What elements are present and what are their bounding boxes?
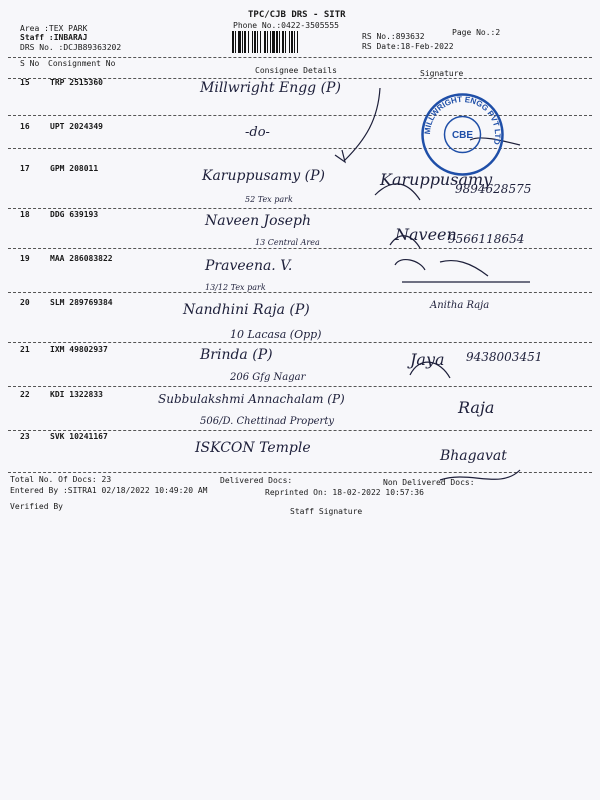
row-sno: 15 bbox=[20, 78, 30, 87]
row-consignment: UPT 2024349 bbox=[50, 122, 103, 131]
handwritten-address: 506/D. Chettinad Property bbox=[200, 416, 334, 427]
col-consignee: Consignee Details bbox=[255, 66, 337, 75]
handwritten-name: Naveen Joseph bbox=[205, 213, 312, 229]
non-delivered-docs: Non Delivered Docs: bbox=[383, 478, 475, 487]
phone-handwritten: 9438003451 bbox=[466, 350, 543, 364]
row-consignment: MAA 286083822 bbox=[50, 254, 113, 263]
row-consignment: TRP 2515360 bbox=[50, 78, 103, 87]
handwritten-name: -do- bbox=[245, 125, 270, 140]
handwritten-name: Millwright Engg (P) bbox=[200, 80, 341, 96]
handwritten-address: 13/12 Tex park bbox=[205, 283, 266, 292]
stamp-center-text: CBE bbox=[451, 130, 474, 141]
signature: Anitha Raja bbox=[430, 300, 490, 311]
drs-number: DRS No. :DCJB89363202 bbox=[20, 43, 122, 52]
company-stamp bbox=[420, 92, 505, 177]
row-consignment: SVK 10241167 bbox=[50, 432, 108, 441]
handwritten-address: 13 Central Area bbox=[255, 238, 320, 247]
page-number: Page No.:2 bbox=[452, 28, 501, 37]
entered-by: Entered By :SITRA1 02/18/2022 10:49:20 AM bbox=[10, 486, 208, 495]
handwritten-name: Brinda (P) bbox=[200, 347, 273, 363]
phone-handwritten: 9894628575 bbox=[455, 182, 532, 196]
rs-date: RS Date:18-Feb-2022 bbox=[362, 42, 454, 51]
row-sno: 23 bbox=[20, 432, 30, 441]
handwritten-name: Praveena. V. bbox=[205, 258, 293, 274]
handwritten-address: 52 Tex park bbox=[245, 195, 293, 204]
reprinted-on: Reprinted On: 18-02-2022 10:57:36 bbox=[265, 488, 424, 497]
handwritten-name: Karuppusamy (P) bbox=[202, 168, 325, 184]
row-sno: 22 bbox=[20, 390, 30, 399]
handwritten-address: 206 Gfg Nagar bbox=[230, 372, 306, 383]
staff-signature: Staff Signature bbox=[290, 507, 363, 516]
delivered-docs: Delivered Docs: bbox=[220, 476, 293, 485]
row-sno: 17 bbox=[20, 164, 30, 173]
handwritten-address: 10 Lacasa (Opp) bbox=[230, 328, 322, 341]
signature: Raja bbox=[458, 398, 495, 417]
col-sno: S No bbox=[20, 59, 40, 68]
handwritten-name: Subbulakshmi Annachalam (P) bbox=[158, 392, 345, 406]
row-sno: 19 bbox=[20, 254, 30, 263]
col-signature: Signature bbox=[420, 69, 464, 78]
phone-handwritten: 9566118654 bbox=[448, 232, 525, 246]
row-consignment: IXM 49802937 bbox=[50, 345, 108, 354]
row-sno: 16 bbox=[20, 122, 30, 131]
signature: Bhagavat bbox=[440, 448, 507, 464]
phone-number: Phone No.:0422-3505555 bbox=[233, 21, 339, 30]
row-sno: 20 bbox=[20, 298, 30, 307]
signature: Karuppusamy bbox=[380, 170, 493, 189]
handwritten-name: Nandhini Raja (P) bbox=[183, 302, 310, 318]
row-consignment: DDG 639193 bbox=[50, 210, 99, 219]
signature: Naveen bbox=[395, 225, 457, 244]
verified-by: Verified By bbox=[10, 502, 63, 511]
row-sno: 21 bbox=[20, 345, 30, 354]
report-title: TPC/CJB DRS - SITR bbox=[248, 10, 346, 20]
total-docs: Total No. Of Docs: 23 bbox=[10, 475, 112, 484]
row-sno: 18 bbox=[20, 210, 30, 219]
row-consignment: SLM 289769384 bbox=[50, 298, 113, 307]
signature: Jaya bbox=[410, 350, 445, 369]
handwritten-name: ISKCON Temple bbox=[195, 440, 311, 456]
rs-number: RS No.:893632 bbox=[362, 32, 425, 41]
row-consignment: GPM 208011 bbox=[50, 164, 99, 173]
row-consignment: KDI 1322833 bbox=[50, 390, 103, 399]
area-label: Area :TEX PARK bbox=[20, 24, 88, 33]
staff-label: Staff :INBARAJ bbox=[20, 33, 88, 42]
col-consignment: Consignment No bbox=[48, 59, 116, 68]
stamp-text: MILLWRIGHT ENGG PVT LTD bbox=[422, 94, 503, 146]
